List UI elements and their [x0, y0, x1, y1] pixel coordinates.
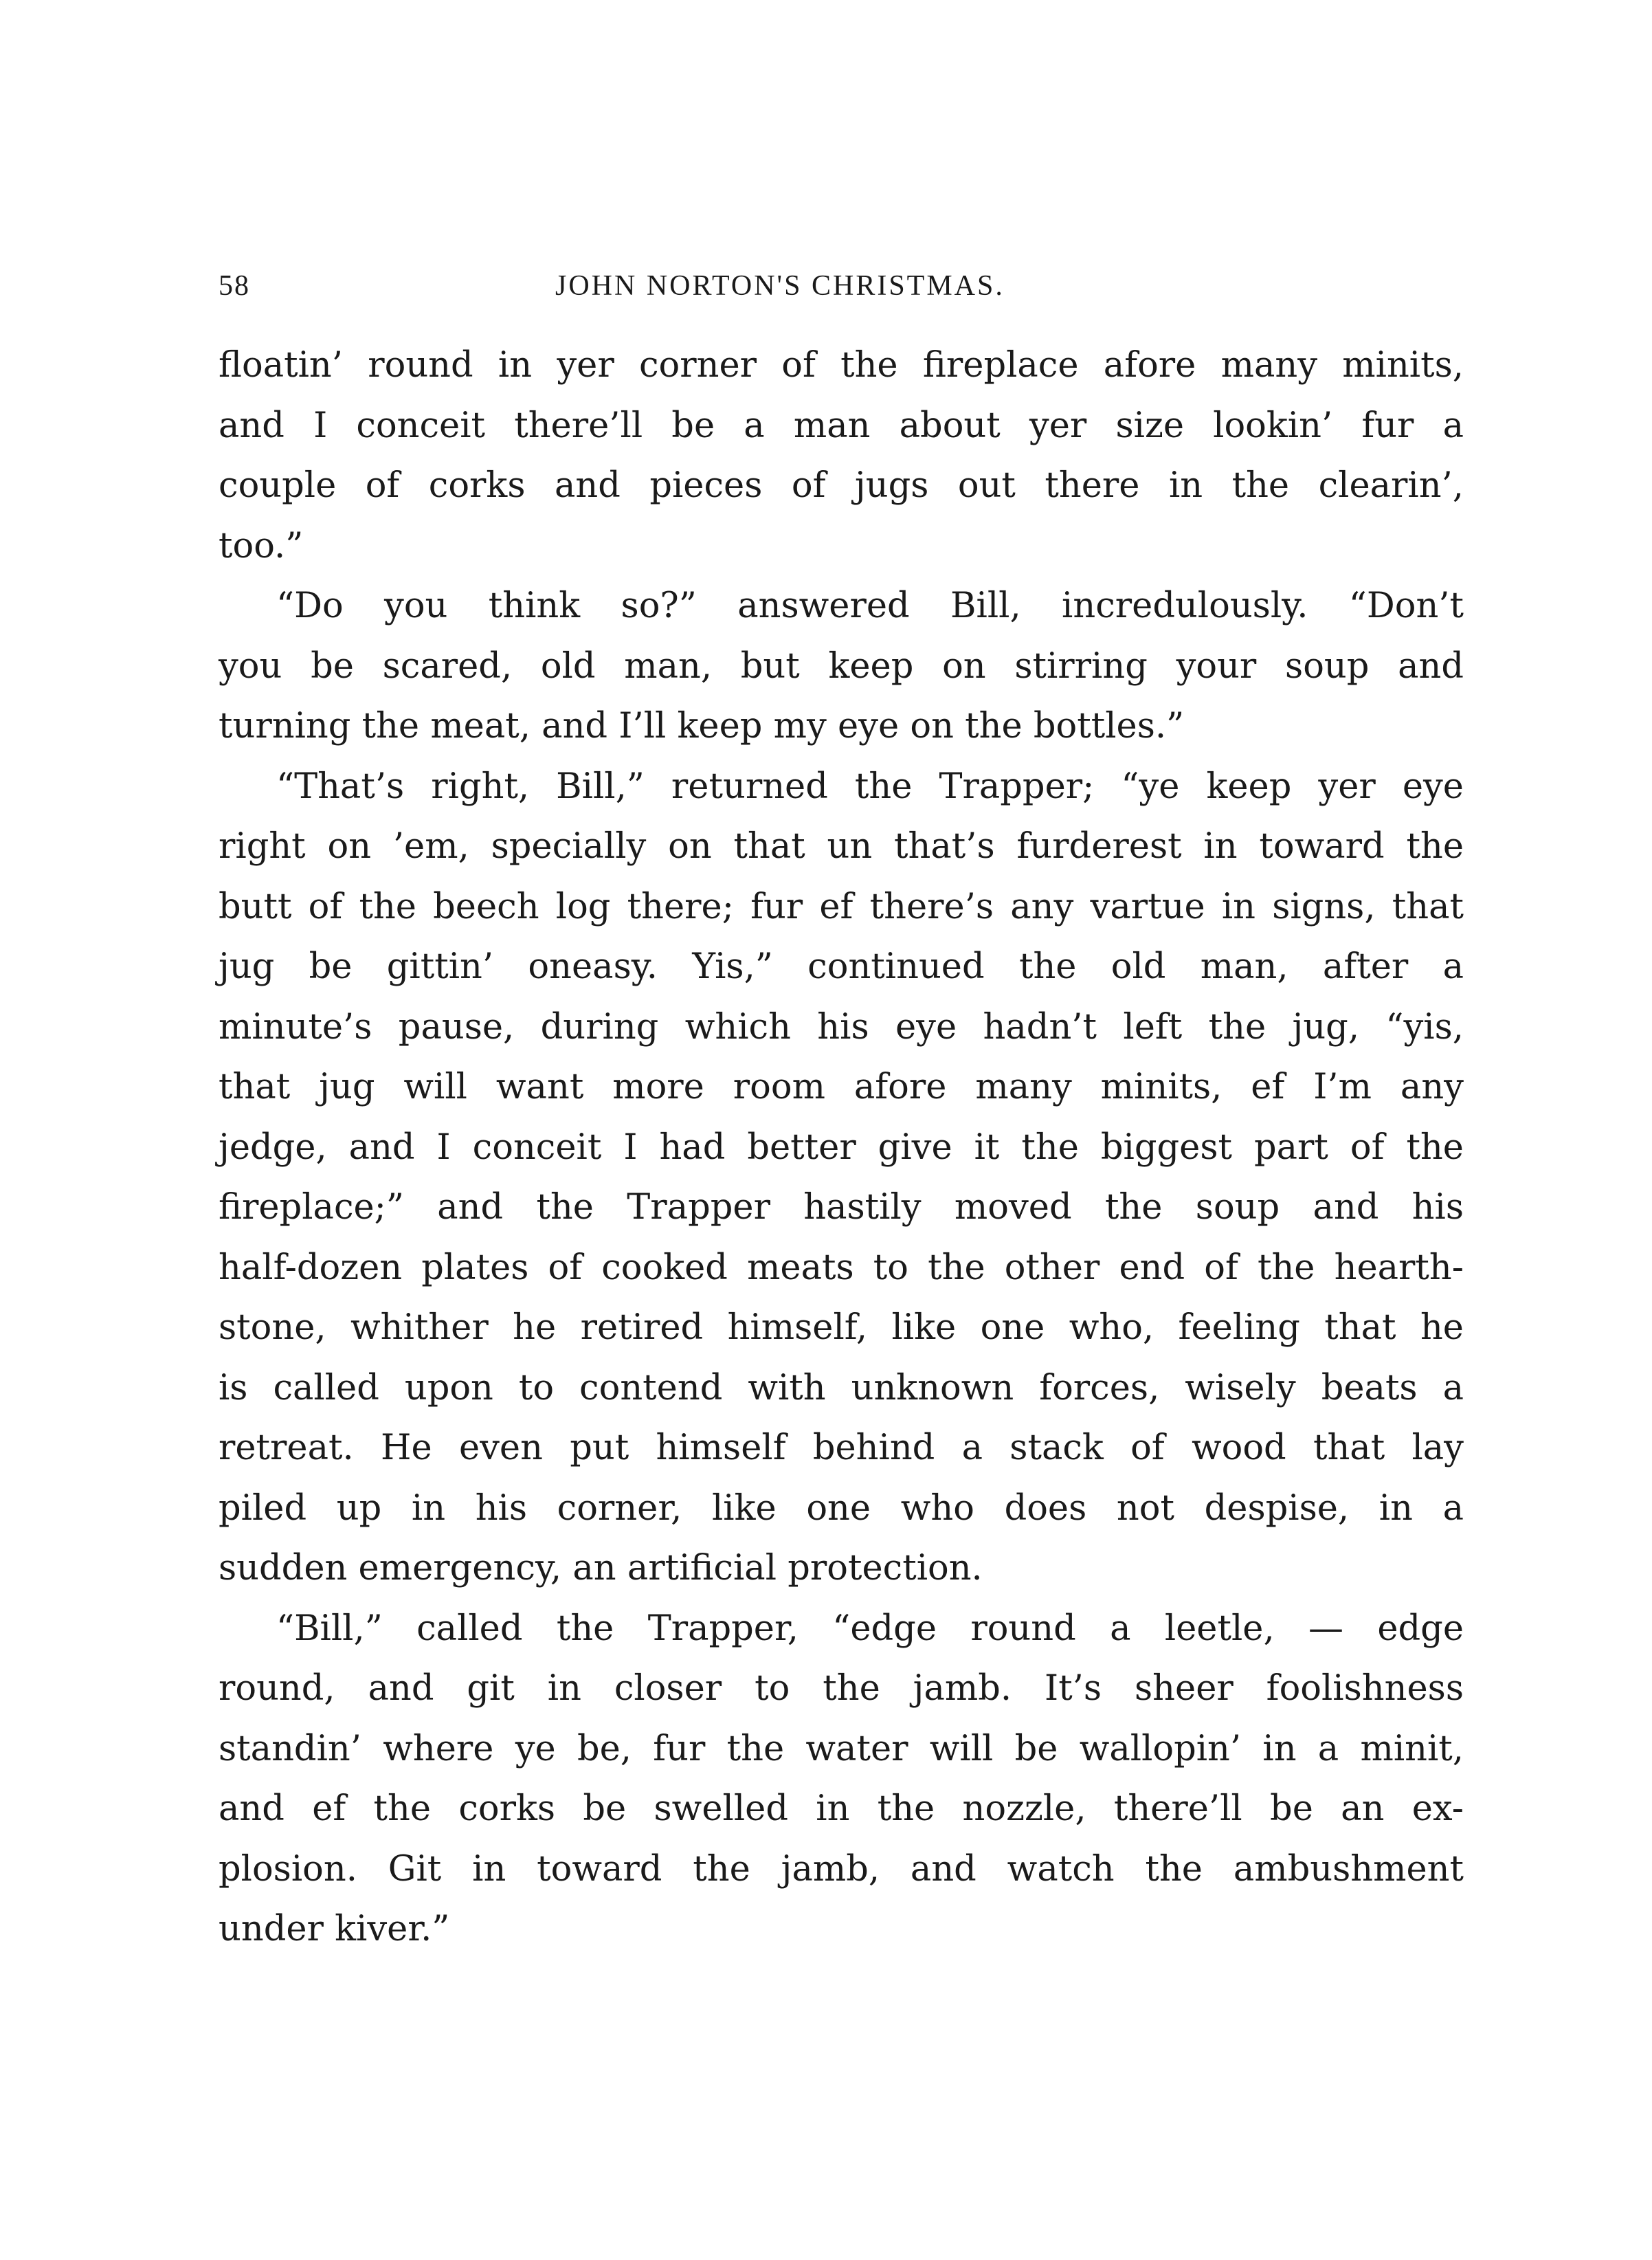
text-line: right on ’em, specially on that un that’s furderest in toward the	[219, 826, 1464, 867]
text-line: you be scared, old man, but keep on stirring your soup and	[219, 645, 1464, 687]
text-line: fireplace;” and the Trapper hastily moved the soup and his	[219, 1187, 1464, 1228]
text-line: turning the meat, and I’ll keep my eye on the bottles.”	[219, 706, 1185, 746]
body-text	[219, 335, 1464, 1960]
text-line: half-dozen plates of cooked meats to the other end of the hearth-	[219, 1247, 1464, 1288]
text-line: piled up in his corner, like one who does not despise, in a	[219, 1487, 1464, 1529]
text-line: couple of corks and pieces of jugs out there in the clearin’,	[219, 465, 1464, 506]
text-line: and I conceit there’ll be a man about yer size lookin’ fur a	[219, 405, 1464, 446]
text-line: minute’s pause, during which his eye hadn’t left the jug, “yis,	[219, 1006, 1464, 1048]
text-line: floatin’ round in yer corner of the fireplace afore many minits,	[219, 345, 1464, 386]
text-line: jedge, and I conceit I had better give it the biggest part of the	[219, 1127, 1464, 1168]
paragraph-start-line: “Do you think so?” answered Bill, incredulously. “Don’t	[276, 586, 1464, 626]
text-line: stone, whither he retired himself, like one who, feeling that he	[219, 1307, 1464, 1348]
text-line: retreat. He even put himself behind a stack of wood that lay	[219, 1428, 1464, 1468]
text-line: butt of the beech log there; fur ef there’s any vartue in signs, that	[219, 886, 1464, 927]
text-line: and ef the corks be swelled in the nozzle, there’ll be an ex-	[219, 1788, 1464, 1829]
text-line: that jug will want more room afore many minits, ef I’m any	[219, 1067, 1464, 1107]
paragraph-start-line: “Bill,” called the Trapper, “edge round a leetle, — edge	[276, 1608, 1464, 1649]
text-line: under kiver.”	[219, 1909, 450, 1949]
text-line: jug be gittin’ oneasy. Yis,” continued the old man, after a	[219, 946, 1464, 987]
text-line: is called upon to contend with unknown forces, wisely beats a	[219, 1367, 1464, 1408]
text-line: standin’ where ye be, fur the water will be wallopin’ in a minit,	[219, 1728, 1464, 1769]
text-line: round, and git in closer to the jamb. It’s sheer foolishness	[219, 1668, 1464, 1709]
text-line: plosion. Git in toward the jamb, and watch the ambushment	[219, 1848, 1464, 1890]
text-line: too.”	[219, 525, 304, 566]
text-line: sudden emergency, an artificial protection.	[219, 1548, 983, 1588]
page-number: 58	[219, 270, 250, 302]
running-title: JOHN NORTON'S CHRISTMAS.	[555, 270, 1005, 302]
running-head	[219, 269, 1464, 311]
paragraph-start-line: “That’s right, Bill,” returned the Trapper; “ye keep yer eye	[276, 766, 1464, 807]
